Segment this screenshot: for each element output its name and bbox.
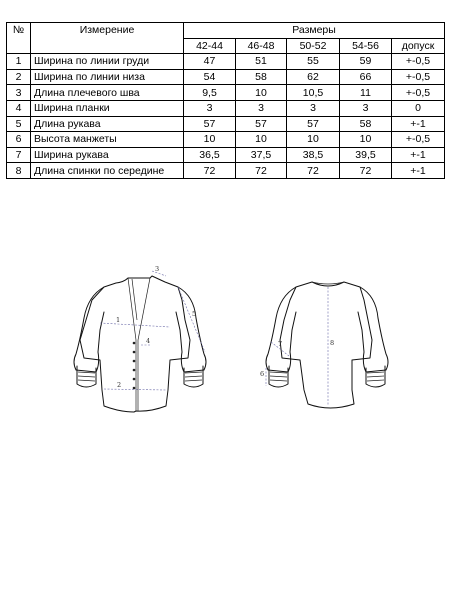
size-value: 57 (287, 116, 340, 132)
size-value: 57 (236, 116, 287, 132)
size-value: 39,5 (340, 147, 392, 163)
row-number: 4 (7, 100, 31, 116)
size-value: 47 (184, 54, 236, 70)
size-value: 72 (340, 163, 392, 179)
measurement-table (6, 22, 445, 179)
tolerance-value: 0 (392, 100, 445, 116)
size-value: 10 (236, 132, 287, 148)
tolerance-value: +-1 (392, 116, 445, 132)
measurement-name: Ширина по линии низа (31, 69, 184, 85)
measurement-label: 7 (278, 340, 283, 348)
row-number: 3 (7, 85, 31, 101)
table-row (7, 132, 445, 148)
row-number: 6 (7, 132, 31, 148)
size-value: 57 (184, 116, 236, 132)
measurement-name: Высота манжеты (31, 132, 184, 148)
size-header: 54-56 (340, 38, 392, 54)
size-value: 38,5 (287, 147, 340, 163)
measurement-name: Ширина рукава (31, 147, 184, 163)
size-value: 55 (287, 54, 340, 70)
table-row (7, 116, 445, 132)
header-row (7, 23, 445, 39)
size-value: 72 (184, 163, 236, 179)
size-value: 66 (340, 69, 392, 85)
measurement-label: 6 (260, 370, 265, 378)
size-value: 58 (340, 116, 392, 132)
sizes-header: Размеры (184, 23, 445, 39)
size-header: 46-48 (236, 38, 287, 54)
measurement-name: Длина спинки по середине (31, 163, 184, 179)
row-number: 8 (7, 163, 31, 179)
measurement-name: Ширина по линии груди (31, 54, 184, 70)
size-value: 58 (236, 69, 287, 85)
table-row (7, 163, 445, 179)
table-row (7, 85, 445, 101)
measurement-header: Измерение (31, 23, 184, 54)
size-value: 10 (184, 132, 236, 148)
measurement-name: Ширина планки (31, 100, 184, 116)
tolerance-value: +-1 (392, 147, 445, 163)
measurement-name: Длина рукава (31, 116, 184, 132)
measurement-label: 4 (146, 337, 151, 345)
technical-drawings (0, 262, 450, 422)
size-value: 10 (236, 85, 287, 101)
row-number: 7 (7, 147, 31, 163)
row-number: 5 (7, 116, 31, 132)
size-value: 72 (287, 163, 340, 179)
garment-sketch (0, 262, 450, 422)
tolerance-value: +-0,5 (392, 85, 445, 101)
size-value: 36,5 (184, 147, 236, 163)
table-row (7, 147, 445, 163)
size-value: 37,5 (236, 147, 287, 163)
tolerance-header: допуск (392, 38, 445, 54)
row-number: 1 (7, 54, 31, 70)
size-value: 10,5 (287, 85, 340, 101)
measurement-label: 8 (330, 339, 335, 347)
table-row (7, 69, 445, 85)
size-value: 3 (184, 100, 236, 116)
measurement-label: 1 (116, 316, 121, 324)
size-value: 10 (287, 132, 340, 148)
tolerance-value: +-0,5 (392, 69, 445, 85)
measurement-label: 2 (117, 381, 122, 389)
tolerance-value: +-0,5 (392, 132, 445, 148)
size-header: 50-52 (287, 38, 340, 54)
back-view-drawing (260, 282, 388, 408)
size-value: 3 (340, 100, 392, 116)
size-value: 59 (340, 54, 392, 70)
front-view-drawing (74, 265, 206, 412)
number-header: № (7, 23, 31, 54)
tolerance-value: +-0,5 (392, 54, 445, 70)
size-value: 54 (184, 69, 236, 85)
table-row (7, 54, 445, 70)
measurement-label: 5 (192, 310, 197, 318)
size-value: 3 (287, 100, 340, 116)
measurement-label: 3 (155, 265, 160, 273)
size-value: 72 (236, 163, 287, 179)
row-number: 2 (7, 69, 31, 85)
size-header: 42-44 (184, 38, 236, 54)
size-value: 11 (340, 85, 392, 101)
size-value: 51 (236, 54, 287, 70)
size-value: 9,5 (184, 85, 236, 101)
size-value: 3 (236, 100, 287, 116)
size-value: 62 (287, 69, 340, 85)
measurement-name: Длина плечевого шва (31, 85, 184, 101)
table-row (7, 100, 445, 116)
tolerance-value: +-1 (392, 163, 445, 179)
size-value: 10 (340, 132, 392, 148)
